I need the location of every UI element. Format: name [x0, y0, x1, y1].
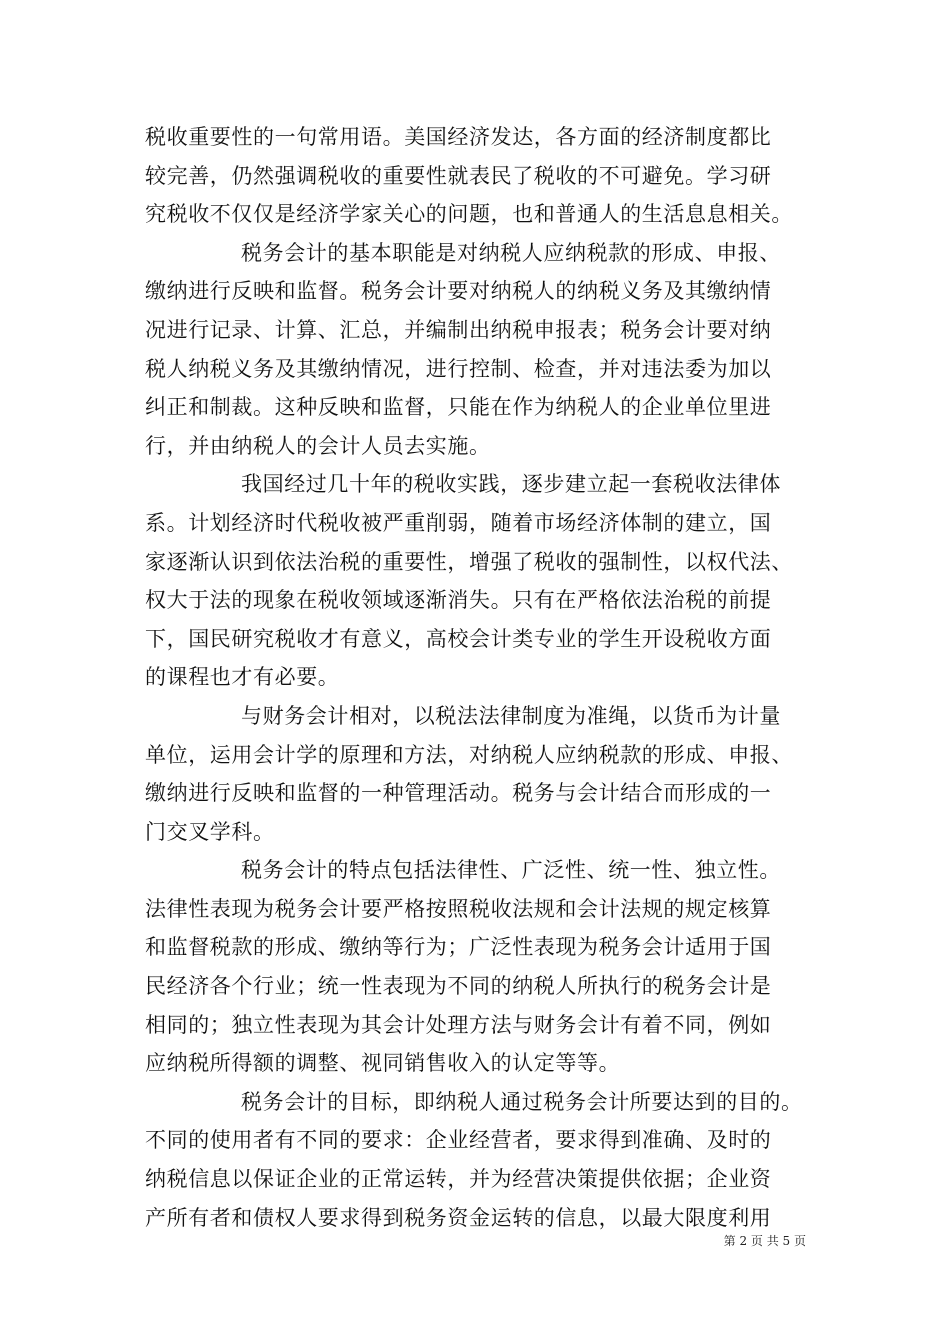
- text-line: 应纳税所得额的调整、视同销售收入的认定等等。: [145, 1051, 621, 1076]
- paragraph: [145, 118, 813, 234]
- paragraph: [145, 234, 813, 466]
- text-line: 和监督税款的形成、缴纳等行为；广泛性表现为税务会计适用于国: [145, 935, 772, 960]
- text-line: 缴纳进行反映和监督。税务会计要对纳税人的纳税义务及其缴纳情: [145, 279, 772, 304]
- text-line: 税务会计的目标，即纳税人通过税务会计所要达到的目的。: [241, 1089, 803, 1114]
- text-line: 法律性表现为税务会计要严格按照税收法规和会计法规的规定核算: [145, 896, 772, 921]
- text-line: 与财务会计相对，以税法法律制度为准绳，以货币为计量: [241, 703, 781, 728]
- text-line: 相同的；独立性表现为其会计处理方法与财务会计有着不同，例如: [145, 1012, 772, 1037]
- paragraph: [145, 1083, 813, 1237]
- paragraph: [145, 851, 813, 1083]
- text-line: 家逐渐认识到依法治税的重要性，增强了税收的强制性，以权代法、: [145, 549, 793, 574]
- text-line: 民经济各个行业；统一性表现为不同的纳税人所执行的税务会计是: [145, 974, 772, 999]
- paragraph: [145, 465, 813, 697]
- text-line: 税务会计的基本职能是对纳税人应纳税款的形成、申报、: [241, 240, 781, 265]
- text-line: 下，国民研究税收才有意义，高校会计类专业的学生开设税收方面: [145, 626, 772, 651]
- text-line: 纠正和制裁。这种反映和监督，只能在作为纳税人的企业单位里进: [145, 395, 772, 420]
- text-line: 缴纳进行反映和监督的一种管理活动。税务与会计结合而形成的一: [145, 781, 772, 806]
- text-line: 行，并由纳税人的会计人员去实施。: [145, 433, 491, 458]
- text-line: 税务会计的特点包括法律性、广泛性、统一性、独立性。: [241, 858, 781, 883]
- text-line: 的课程也才有必要。: [145, 665, 340, 690]
- text-line: 况进行记录、计算、汇总，并编制出纳税申报表；税务会计要对纳: [145, 317, 772, 342]
- text-line: 究税收不仅仅是经济学家关心的问题，也和普通人的生活息息相关。: [145, 202, 793, 227]
- text-line: 权大于法的现象在税收领域逐渐消失。只有在严格依法治税的前提: [145, 588, 772, 613]
- text-line: 税人纳税义务及其缴纳情况，进行控制、检查，并对违法委为加以: [145, 356, 772, 381]
- text-line: 门交叉学科。: [145, 819, 275, 844]
- page-number-footer: 第 2 页 共 5 页: [723, 1234, 806, 1248]
- text-line: 税收重要性的一句常用语。美国经济发达，各方面的经济制度都比: [145, 125, 772, 149]
- text-line: 产所有者和债权人要求得到税务资金运转的信息，以最大限度利用: [145, 1205, 772, 1230]
- text-line: 我国经过几十年的税收实践，逐步建立起一套税收法律体: [241, 472, 781, 497]
- text-line: 较完善，仍然强调税收的重要性就表民了税收的不可避免。学习研: [145, 163, 772, 188]
- text-line: 系。计划经济时代税收被严重削弱，随着市场经济体制的建立，国: [145, 510, 772, 535]
- text-line: 单位，运用会计学的原理和方法，对纳税人应纳税款的形成、申报、: [145, 742, 793, 767]
- paragraph: [145, 697, 813, 851]
- document-body: [145, 118, 813, 1237]
- text-line: 纳税信息以保证企业的正常运转，并为经营决策提供依据；企业资: [145, 1167, 772, 1192]
- text-line: 不同的使用者有不同的要求：企业经营者，要求得到准确、及时的: [145, 1128, 772, 1153]
